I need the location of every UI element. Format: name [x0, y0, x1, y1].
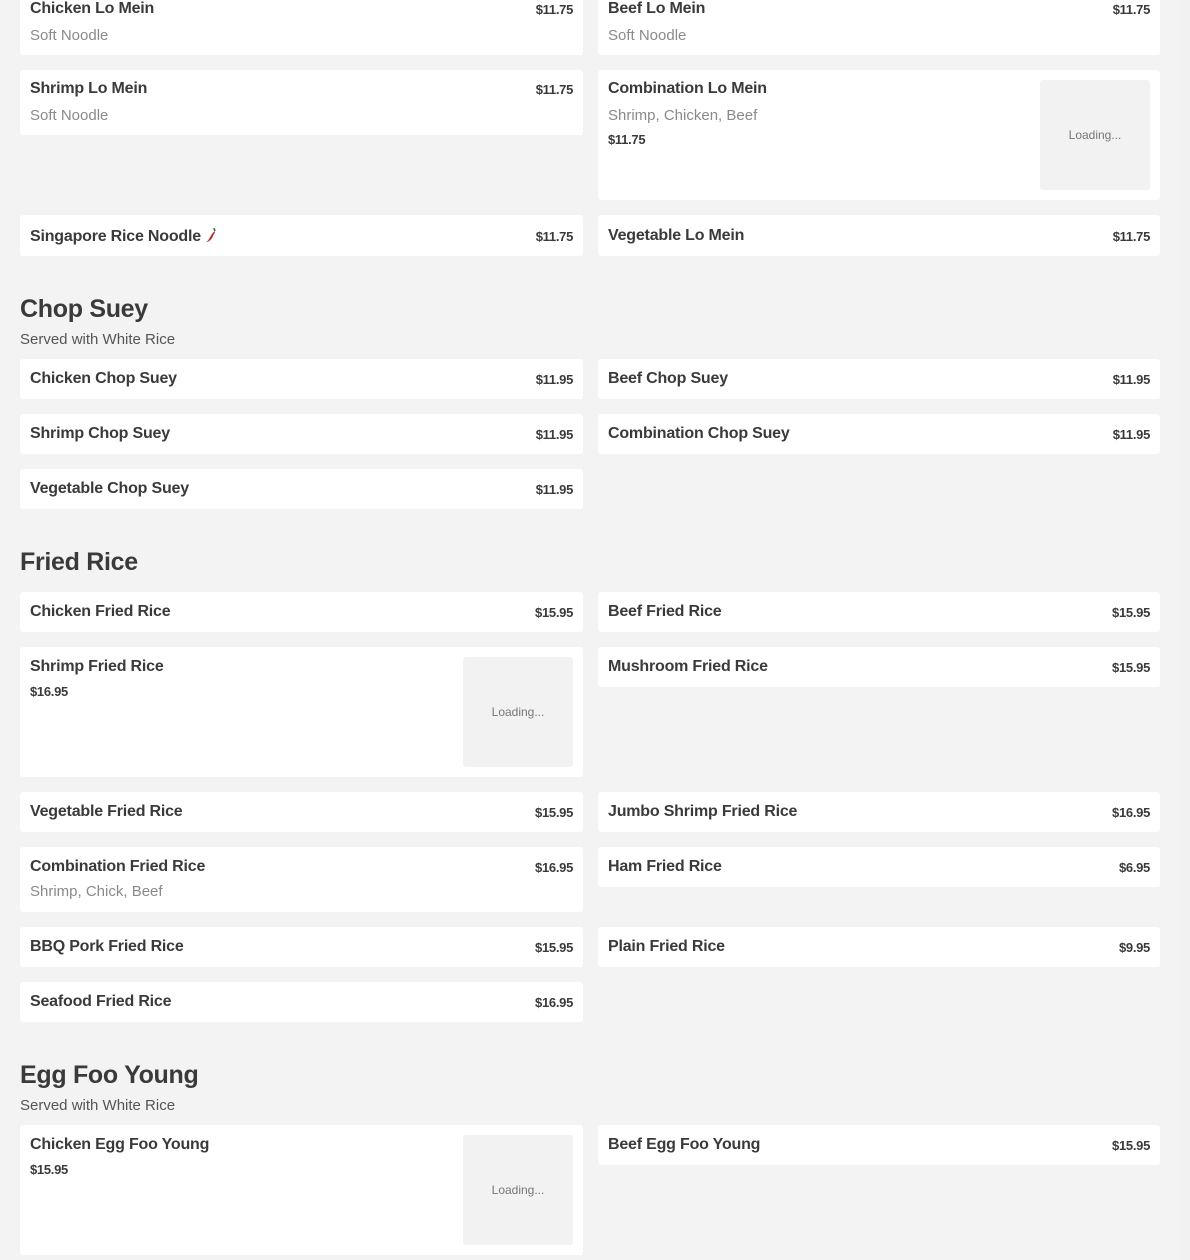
item-name: Seafood Fried Rice: [30, 993, 172, 1010]
item-description: Soft Noodle: [30, 107, 109, 124]
item-description: Soft Noodle: [30, 27, 109, 44]
item-description: Shrimp, Chicken, Beef: [608, 107, 758, 124]
item-price: $11.75: [535, 82, 573, 97]
menu-item-card[interactable]: [20, 215, 583, 256]
item-name: Combination Lo Mein: [608, 80, 767, 97]
menu-item-card[interactable]: [20, 70, 583, 135]
item-name: Beef Lo Mein: [608, 0, 706, 17]
item-price: $16.95: [30, 684, 68, 699]
item-name-text: Singapore Rice Noodle: [30, 228, 201, 245]
item-name: BBQ Pork Fried Rice: [30, 938, 184, 955]
item-price: $11.95: [535, 482, 573, 497]
item-price: $11.75: [1112, 2, 1150, 17]
chili-pepper-icon: [205, 227, 217, 243]
menu-item-card[interactable]: [598, 414, 1160, 454]
menu-item-card[interactable]: [20, 647, 583, 777]
menu-item-card[interactable]: [598, 70, 1160, 200]
section-subtitle: Served with White Rice: [20, 1097, 176, 1114]
item-price: $11.95: [1112, 372, 1150, 387]
item-name: Combination Fried Rice: [30, 858, 206, 875]
menu-item-card[interactable]: [598, 792, 1160, 832]
menu-item-card[interactable]: [20, 592, 583, 632]
item-price: $11.95: [1112, 427, 1150, 442]
item-price: $11.75: [1112, 229, 1150, 244]
item-name: Jumbo Shrimp Fried Rice: [608, 803, 798, 820]
section-title: Fried Rice: [20, 548, 138, 576]
menu-item-card[interactable]: [20, 927, 583, 967]
item-price: $6.95: [1118, 860, 1150, 875]
item-price: $16.95: [535, 860, 573, 875]
menu-item-card[interactable]: [20, 1125, 583, 1255]
item-name: Beef Fried Rice: [608, 603, 722, 620]
menu-item-card[interactable]: [20, 469, 583, 509]
item-image-placeholder: Loading...: [1040, 80, 1150, 190]
item-name: Shrimp Chop Suey: [30, 425, 170, 442]
section-title: Egg Foo Young: [20, 1061, 199, 1089]
item-price: $15.95: [535, 940, 573, 955]
menu-item-card[interactable]: [598, 847, 1160, 887]
menu-item-card[interactable]: [598, 592, 1160, 632]
menu-item-card[interactable]: [20, 0, 583, 55]
item-price: $15.95: [1112, 660, 1150, 675]
item-description: Soft Noodle: [608, 27, 687, 44]
item-name: Chicken Fried Rice: [30, 603, 171, 620]
item-name: Plain Fried Rice: [608, 938, 725, 955]
item-price: $11.75: [535, 229, 573, 244]
item-name: Beef Egg Foo Young: [608, 1136, 761, 1153]
item-image-placeholder: Loading...: [463, 657, 573, 767]
menu-item-card[interactable]: [598, 1125, 1160, 1165]
item-price: $15.95: [1112, 1138, 1150, 1153]
item-name: Beef Chop Suey: [608, 370, 728, 387]
menu-item-card[interactable]: [598, 0, 1160, 55]
item-price: $16.95: [535, 995, 573, 1010]
menu-item-card[interactable]: [598, 927, 1160, 967]
menu-item-card[interactable]: [20, 414, 583, 454]
menu-item-card[interactable]: [598, 647, 1160, 687]
item-price: $11.75: [535, 2, 573, 17]
item-price: $11.75: [608, 132, 646, 147]
item-price: $9.95: [1118, 940, 1150, 955]
item-name: Ham Fried Rice: [608, 858, 722, 875]
menu-item-card[interactable]: [598, 359, 1160, 399]
item-price: $15.95: [1112, 605, 1150, 620]
item-name: Vegetable Lo Mein: [608, 227, 745, 244]
item-name: Shrimp Lo Mein: [30, 80, 148, 97]
item-name: Combination Chop Suey: [608, 425, 790, 442]
menu-item-card[interactable]: [598, 215, 1160, 256]
item-name: Mushroom Fried Rice: [608, 658, 768, 675]
menu-item-card[interactable]: [20, 359, 583, 399]
vertical-scrollbar[interactable]: [1180, 0, 1190, 1260]
item-name: [30, 227, 217, 246]
item-image-placeholder: Loading...: [463, 1135, 573, 1245]
item-name: Shrimp Fried Rice: [30, 658, 164, 675]
menu-item-card[interactable]: [20, 982, 583, 1022]
item-name: Chicken Lo Mein: [30, 0, 155, 17]
menu-item-card[interactable]: [20, 792, 583, 832]
item-name: Chicken Chop Suey: [30, 370, 177, 387]
section-subtitle: Served with White Rice: [20, 331, 176, 348]
item-price: $11.95: [535, 372, 573, 387]
item-price: $11.95: [535, 427, 573, 442]
item-price: $15.95: [535, 605, 573, 620]
section-title: Chop Suey: [20, 295, 148, 323]
item-description: Shrimp, Chick, Beef: [30, 883, 163, 900]
item-name: Chicken Egg Foo Young: [30, 1136, 210, 1153]
item-name: Vegetable Fried Rice: [30, 803, 183, 820]
item-price: $16.95: [1112, 805, 1150, 820]
item-price: $15.95: [535, 805, 573, 820]
menu-item-card[interactable]: [20, 847, 583, 912]
item-name: Vegetable Chop Suey: [30, 480, 189, 497]
item-price: $15.95: [30, 1162, 68, 1177]
